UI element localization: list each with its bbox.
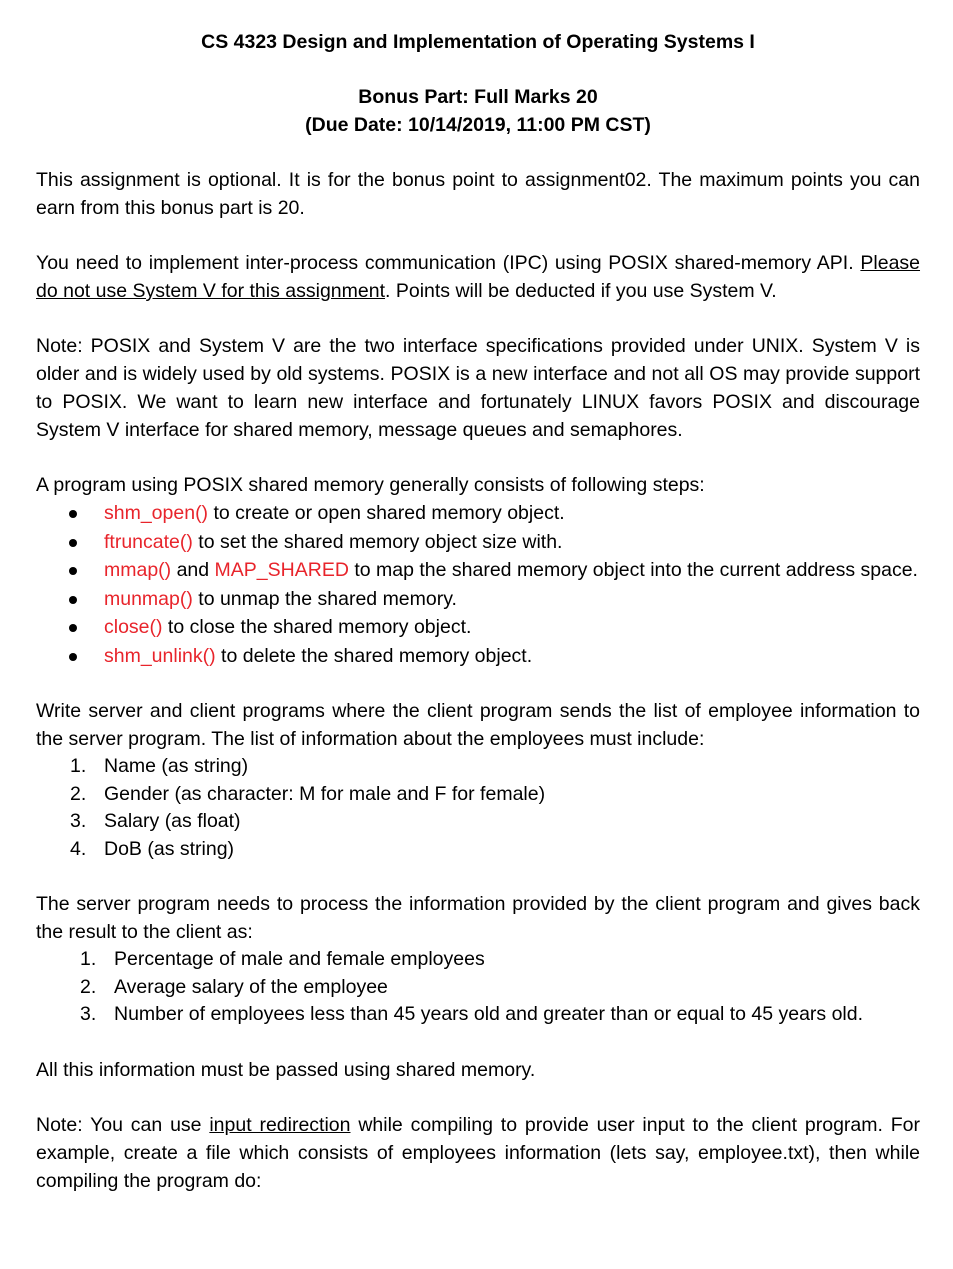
list-number: 4. — [70, 837, 87, 860]
shared-memory-statement: All this information must be passed using shared memory. — [36, 1058, 536, 1081]
list-item — [36, 642, 920, 671]
function-name: shm_open() — [104, 502, 209, 524]
note-redirection-paragraph — [36, 1111, 920, 1195]
list-item — [36, 974, 920, 1002]
list-item — [36, 753, 920, 781]
list-item — [36, 808, 920, 836]
due-date: (Due Date: 10/14/2019, 11:00 PM CST) — [305, 114, 651, 136]
list-number: 2. — [70, 782, 87, 805]
ipc-underlined-warning: Please do not use System V for this assignment — [36, 252, 921, 302]
server-intro: The server program needs to process the information provided by the client program and gives back the result to the client as: — [36, 893, 920, 943]
step-text: and — [171, 559, 215, 581]
flag-name: MAP_SHARED — [214, 559, 349, 581]
note2-prefix: Note: You can use — [36, 1113, 210, 1136]
employee-fields-list — [36, 753, 920, 863]
list-item — [36, 585, 920, 614]
function-name: ftruncate() — [104, 530, 193, 553]
steps-intro: A program using POSIX shared memory generally consists of following steps: — [36, 474, 705, 496]
list-item — [36, 946, 920, 974]
document-subtitle-block — [36, 83, 920, 139]
list-number: 1. — [70, 755, 87, 777]
bullet-icon — [69, 596, 77, 604]
intro-paragraph: This assignment is optional. It is for the bonus point to assignment02. The maximum points you can earn from this bonus part is 20. — [36, 169, 920, 219]
list-text: Average salary of the employee — [114, 975, 388, 998]
document-subtitle: Bonus Part: Full Marks 20 — [358, 86, 598, 108]
function-name: shm_unlink() — [104, 644, 216, 667]
list-text: Salary (as float) — [104, 810, 241, 832]
list-item — [36, 556, 920, 585]
list-text: Number of employees less than 45 years old and greater than or equal to 45 years old. — [114, 1003, 864, 1025]
list-item — [36, 499, 920, 528]
list-item — [36, 781, 920, 809]
bullet-icon — [69, 510, 77, 518]
input-redirection-link[interactable]: input redirection — [209, 1113, 351, 1136]
list-item — [36, 528, 920, 557]
list-number: 3. — [80, 1003, 97, 1025]
list-item — [36, 613, 920, 642]
list-item — [36, 1001, 920, 1029]
step-text: to map the shared memory object into the current address space. — [348, 559, 918, 581]
ipc-rest: . Points will be deducted if you use System V. — [385, 280, 777, 302]
list-number: 3. — [70, 810, 87, 832]
note-paragraph: Note: POSIX and System V are the two interface specifications provided under UNIX. System V is older and is widely used by old systems. POSIX is a new interface and not all OS may provide support to POSIX. We want to learn new interface and fortunately LINUX favors POSIX and discourage System V interface for shared memory, message queues and semaphores. — [36, 335, 920, 441]
function-name: munmap() — [104, 587, 193, 610]
function-name: mmap() — [104, 559, 172, 581]
document-title: CS 4323 Design and Implementation of Operating Systems I — [201, 31, 755, 53]
step-text: to unmap the shared memory. — [192, 587, 457, 610]
list-text: Gender (as character: M for male and F for female) — [104, 782, 546, 805]
list-text: Name (as string) — [104, 755, 249, 777]
bullet-icon — [69, 624, 77, 632]
step-text: to create or open shared memory object. — [208, 502, 565, 524]
bullet-icon — [69, 567, 77, 575]
step-text: to delete the shared memory object. — [215, 644, 533, 667]
note2-suffix: while compiling to provide user input to the client program. For example, create a file which consists of employees information (lets say, employee.txt), then while compiling the program do: — [36, 1113, 920, 1192]
list-number: 2. — [80, 975, 97, 998]
list-text: Percentage of male and female employees — [114, 948, 485, 970]
server-results-list — [36, 946, 920, 1029]
ipc-paragraph — [36, 249, 920, 305]
step-text: to close the shared memory object. — [162, 616, 472, 638]
bullet-icon — [69, 539, 77, 547]
list-number: 1. — [80, 948, 97, 970]
function-name: close() — [104, 616, 163, 638]
bullet-icon — [69, 653, 77, 661]
list-item — [36, 836, 920, 864]
list-text: DoB (as string) — [104, 837, 235, 860]
step-text: to set the shared memory object size with. — [192, 530, 563, 553]
document-page — [36, 24, 920, 1195]
ipc-text: You need to implement inter-process communication (IPC) using POSIX shared-memory API. — [36, 252, 854, 274]
steps-list — [36, 499, 920, 670]
employees-intro: Write server and client programs where the client program sends the list of employee information to the server program. The list of information about the employees must include: — [36, 700, 920, 750]
